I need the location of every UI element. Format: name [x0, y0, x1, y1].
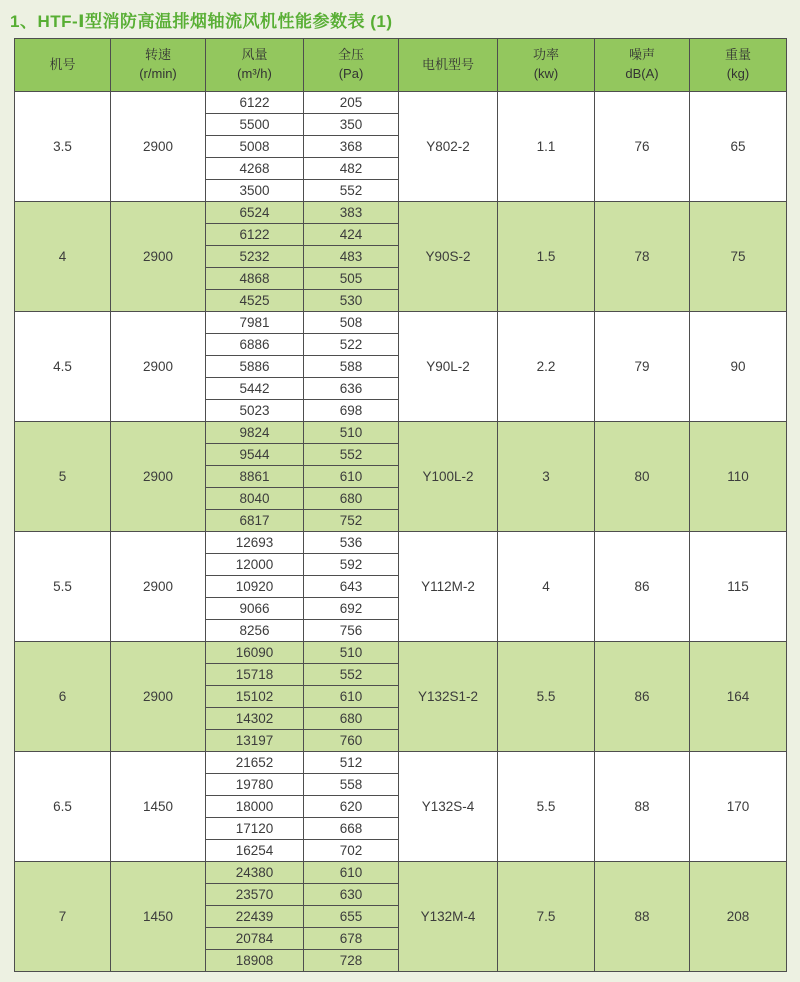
cell-airflow: 9824	[206, 422, 304, 444]
table-row	[15, 92, 787, 114]
cell-airflow: 5232	[206, 246, 304, 268]
cell-pressure: 752	[304, 510, 399, 532]
cell-pressure: 760	[304, 730, 399, 752]
table-row	[15, 312, 787, 334]
cell-pressure: 522	[304, 334, 399, 356]
table-header-row	[15, 39, 787, 92]
cell-motor-model: Y132S1-2	[399, 642, 498, 752]
cell-noise: 79	[595, 312, 690, 422]
cell-motor-model: Y90L-2	[399, 312, 498, 422]
header-airflow	[206, 39, 304, 92]
cell-pressure: 680	[304, 708, 399, 730]
cell-pressure: 643	[304, 576, 399, 598]
header-line: 噪声	[628, 47, 655, 63]
cell-pressure: 668	[304, 818, 399, 840]
table-row	[15, 642, 787, 664]
cell-pressure: 510	[304, 642, 399, 664]
cell-airflow: 21652	[206, 752, 304, 774]
cell-airflow: 17120	[206, 818, 304, 840]
cell-pressure: 592	[304, 554, 399, 576]
cell-pressure: 698	[304, 400, 399, 422]
header-fan-size	[15, 39, 111, 92]
fan-performance-table	[14, 38, 787, 972]
header-line: (kw)	[533, 66, 559, 81]
cell-power: 1.5	[498, 202, 595, 312]
table-row	[15, 862, 787, 884]
cell-fan-size: 4.5	[15, 312, 111, 422]
cell-airflow: 15718	[206, 664, 304, 686]
cell-pressure: 536	[304, 532, 399, 554]
cell-airflow: 8040	[206, 488, 304, 510]
cell-airflow: 8256	[206, 620, 304, 642]
cell-fan-size: 3.5	[15, 92, 111, 202]
cell-pressure: 630	[304, 884, 399, 906]
cell-airflow: 16254	[206, 840, 304, 862]
cell-speed: 2900	[111, 642, 206, 752]
cell-weight: 75	[690, 202, 787, 312]
cell-speed: 1450	[111, 862, 206, 972]
cell-pressure: 205	[304, 92, 399, 114]
cell-weight: 164	[690, 642, 787, 752]
cell-pressure: 483	[304, 246, 399, 268]
cell-airflow: 18000	[206, 796, 304, 818]
cell-speed: 2900	[111, 422, 206, 532]
cell-pressure: 610	[304, 686, 399, 708]
header-speed	[111, 39, 206, 92]
cell-airflow: 14302	[206, 708, 304, 730]
table-row	[15, 422, 787, 444]
cell-weight: 170	[690, 752, 787, 862]
cell-pressure: 368	[304, 136, 399, 158]
cell-airflow: 6122	[206, 92, 304, 114]
cell-pressure: 552	[304, 180, 399, 202]
cell-pressure: 655	[304, 906, 399, 928]
cell-motor-model: Y802-2	[399, 92, 498, 202]
cell-fan-size: 4	[15, 202, 111, 312]
header-motor-model	[399, 39, 498, 92]
cell-airflow: 19780	[206, 774, 304, 796]
cell-motor-model: Y132M-4	[399, 862, 498, 972]
header-line: 电机型号	[421, 56, 474, 72]
cell-airflow: 5442	[206, 378, 304, 400]
cell-power: 1.1	[498, 92, 595, 202]
header-line: dB(A)	[625, 66, 659, 81]
header-line: 功率	[532, 47, 559, 63]
cell-noise: 88	[595, 752, 690, 862]
cell-airflow: 16090	[206, 642, 304, 664]
cell-motor-model: Y100L-2	[399, 422, 498, 532]
cell-pressure: 728	[304, 950, 399, 972]
header-line: 转速	[144, 47, 171, 63]
cell-airflow: 4868	[206, 268, 304, 290]
cell-pressure: 756	[304, 620, 399, 642]
cell-motor-model: Y90S-2	[399, 202, 498, 312]
cell-airflow: 8861	[206, 466, 304, 488]
header-line: (kg)	[726, 66, 750, 81]
cell-noise: 88	[595, 862, 690, 972]
cell-pressure: 678	[304, 928, 399, 950]
cell-power: 7.5	[498, 862, 595, 972]
cell-airflow: 6524	[206, 202, 304, 224]
cell-pressure: 558	[304, 774, 399, 796]
cell-motor-model: Y132S-4	[399, 752, 498, 862]
cell-speed: 2900	[111, 202, 206, 312]
cell-pressure: 512	[304, 752, 399, 774]
cell-airflow: 22439	[206, 906, 304, 928]
cell-airflow: 5008	[206, 136, 304, 158]
cell-pressure: 680	[304, 488, 399, 510]
cell-pressure: 588	[304, 356, 399, 378]
cell-pressure: 424	[304, 224, 399, 246]
cell-pressure: 510	[304, 422, 399, 444]
cell-speed: 2900	[111, 92, 206, 202]
header-power	[498, 39, 595, 92]
cell-pressure: 530	[304, 290, 399, 312]
header-line: 全压	[337, 47, 364, 63]
cell-airflow: 18908	[206, 950, 304, 972]
cell-airflow: 4268	[206, 158, 304, 180]
page-title: 1、HTF-Ⅰ型消防高温排烟轴流风机性能参数表 (1)	[10, 12, 393, 31]
table-row	[15, 202, 787, 224]
cell-weight: 90	[690, 312, 787, 422]
cell-airflow: 13197	[206, 730, 304, 752]
cell-pressure: 383	[304, 202, 399, 224]
cell-power: 4	[498, 532, 595, 642]
cell-pressure: 620	[304, 796, 399, 818]
cell-airflow: 20784	[206, 928, 304, 950]
header-line: 风量	[241, 47, 268, 63]
cell-pressure: 702	[304, 840, 399, 862]
cell-airflow: 9544	[206, 444, 304, 466]
cell-pressure: 610	[304, 466, 399, 488]
cell-weight: 65	[690, 92, 787, 202]
cell-airflow: 24380	[206, 862, 304, 884]
cell-fan-size: 5.5	[15, 532, 111, 642]
header-line: 重量	[724, 47, 751, 63]
cell-airflow: 6886	[206, 334, 304, 356]
table-row	[15, 752, 787, 774]
cell-pressure: 508	[304, 312, 399, 334]
cell-airflow: 5023	[206, 400, 304, 422]
header-weight	[690, 39, 787, 92]
cell-power: 5.5	[498, 642, 595, 752]
header-line: (Pa)	[338, 66, 364, 81]
cell-power: 3	[498, 422, 595, 532]
cell-airflow: 15102	[206, 686, 304, 708]
cell-noise: 78	[595, 202, 690, 312]
cell-airflow: 5500	[206, 114, 304, 136]
cell-pressure: 482	[304, 158, 399, 180]
header-pressure	[304, 39, 399, 92]
cell-pressure: 692	[304, 598, 399, 620]
header-line: (r/min)	[139, 66, 177, 81]
cell-fan-size: 5	[15, 422, 111, 532]
cell-weight: 208	[690, 862, 787, 972]
cell-airflow: 9066	[206, 598, 304, 620]
cell-fan-size: 6.5	[15, 752, 111, 862]
cell-airflow: 6817	[206, 510, 304, 532]
cell-airflow: 5886	[206, 356, 304, 378]
cell-speed: 1450	[111, 752, 206, 862]
cell-airflow: 7981	[206, 312, 304, 334]
cell-fan-size: 7	[15, 862, 111, 972]
cell-pressure: 350	[304, 114, 399, 136]
table-body	[15, 92, 787, 972]
cell-pressure: 552	[304, 444, 399, 466]
cell-power: 2.2	[498, 312, 595, 422]
cell-speed: 2900	[111, 312, 206, 422]
cell-motor-model: Y112M-2	[399, 532, 498, 642]
table-row	[15, 532, 787, 554]
cell-speed: 2900	[111, 532, 206, 642]
cell-airflow: 10920	[206, 576, 304, 598]
cell-airflow: 4525	[206, 290, 304, 312]
cell-pressure: 552	[304, 664, 399, 686]
cell-pressure: 636	[304, 378, 399, 400]
cell-noise: 76	[595, 92, 690, 202]
cell-weight: 110	[690, 422, 787, 532]
cell-airflow: 23570	[206, 884, 304, 906]
cell-pressure: 610	[304, 862, 399, 884]
header-line: (m³/h)	[237, 66, 272, 81]
cell-fan-size: 6	[15, 642, 111, 752]
cell-pressure: 505	[304, 268, 399, 290]
cell-power: 5.5	[498, 752, 595, 862]
cell-noise: 86	[595, 532, 690, 642]
cell-noise: 86	[595, 642, 690, 752]
cell-airflow: 3500	[206, 180, 304, 202]
cell-noise: 80	[595, 422, 690, 532]
header-line: 机号	[49, 56, 76, 72]
cell-airflow: 12693	[206, 532, 304, 554]
cell-weight: 115	[690, 532, 787, 642]
header-noise	[595, 39, 690, 92]
cell-airflow: 6122	[206, 224, 304, 246]
cell-airflow: 12000	[206, 554, 304, 576]
